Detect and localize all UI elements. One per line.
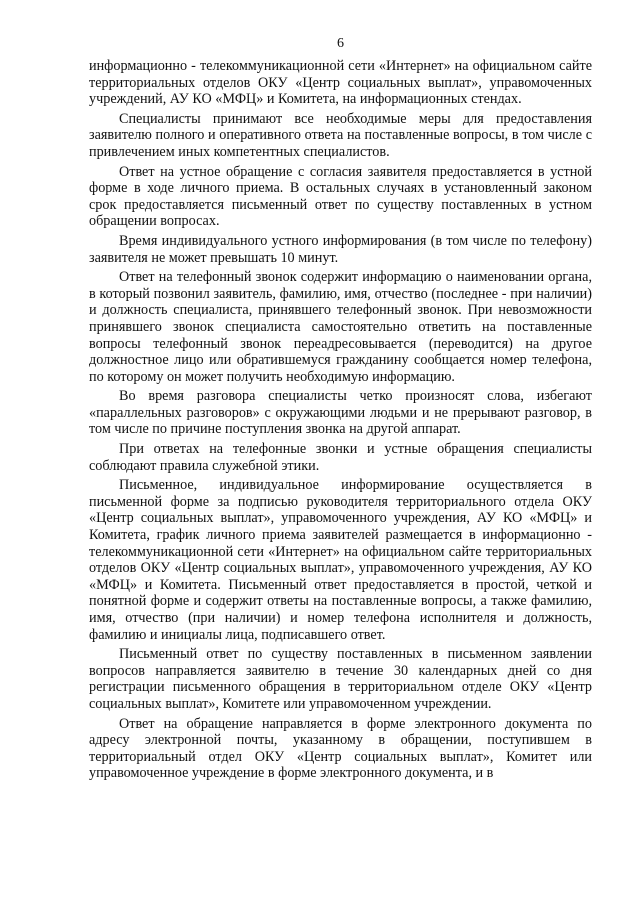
page-number: 6: [337, 36, 344, 51]
paragraph-5: Ответ на телефонный звонок содержит информацию о наименовании органа, в который позвонил заявитель, фамилию, имя, отчество (последнее - при наличии) и должность специалиста, принявшего телефонный звонок. При невозможности принявшего звонок специалиста самостоятельно ответить на поставленные вопросы телефонный звонок переадресовывается (переводится) на другое должностное лицо или обратившемуся гражданину сообщается номер телефона, по которому он может получить необходимую информацию.: [89, 269, 592, 385]
paragraph-4: Время индивидуального устного информирования (в том числе по телефону) заявителя не может превышать 10 минут.: [89, 232, 592, 266]
paragraph-8: Письменное, индивидуальное информирование осуществляется в письменной форме за подписью руководителя территориального отдела ОКУ «Центр социальных выплат», управомоченного учреждения, АУ КО «МФЦ» и Комитета, график личного приема заявителей размещается в информационно - телекоммуникационной сети «Интернет» на официальном сайте территориальных отделов ОКУ «Центр социальных выплат», управомоченного учреждения, АУ КО «МФЦ» и Комитета. Письменный ответ предоставляется в простой, четкой и понятной форме и содержит ответы на поставленные вопросы, а также фамилию, имя, отчество (при наличии) и номер телефона исполнителя и должность, фамилию и инициалы лица, подписавшего ответ.: [89, 477, 592, 643]
paragraph-6: Во время разговора специалисты четко произносят слова, избегают «параллельных разговоров» с окружающими людьми и не прерывают разговор, в том числе по причине поступления звонка на другой аппарат.: [89, 388, 592, 438]
paragraph-7: При ответах на телефонные звонки и устные обращения специалисты соблюдают правила служебной этики.: [89, 441, 592, 474]
paragraph-3: Ответ на устное обращение с согласия заявителя предоставляется в устной форме в ходе личного приема. В остальных случаях в установленный законом срок предоставляется письменный ответ по существу поставленных в устном обращении вопросах.: [89, 163, 592, 230]
paragraph-9: Письменный ответ по существу поставленных в письменном заявлении вопросов направляется заявителю в течение 30 календарных дней со дня регистрации письменного обращения в территориальном отделе ОКУ «Центр социальных выплат», Комитете или управомоченном учреждении.: [89, 646, 592, 712]
paragraph-2: Специалисты принимают все необходимые меры для предоставления заявителю полного и оперативного ответа на поставленные вопросы, в том числе с привлечением иных компетентных специалистов.: [89, 110, 592, 160]
paragraph-10: Ответ на обращение направляется в форме электронного документа по адресу электронной почты, указанному в обращении, поступившем в территориальный отдел ОКУ «Центр социальных выплат», Комитет или управомоченное учреждение в форме электронного документа, и в: [89, 715, 592, 782]
paragraph-1: информационно - телекоммуникационной сети «Интернет» на официальном сайте территориальных отделов ОКУ «Центр социальных выплат», управомоченных учреждений, АУ КО «МФЦ» и Комитета, на информационных стендах.: [89, 58, 592, 108]
